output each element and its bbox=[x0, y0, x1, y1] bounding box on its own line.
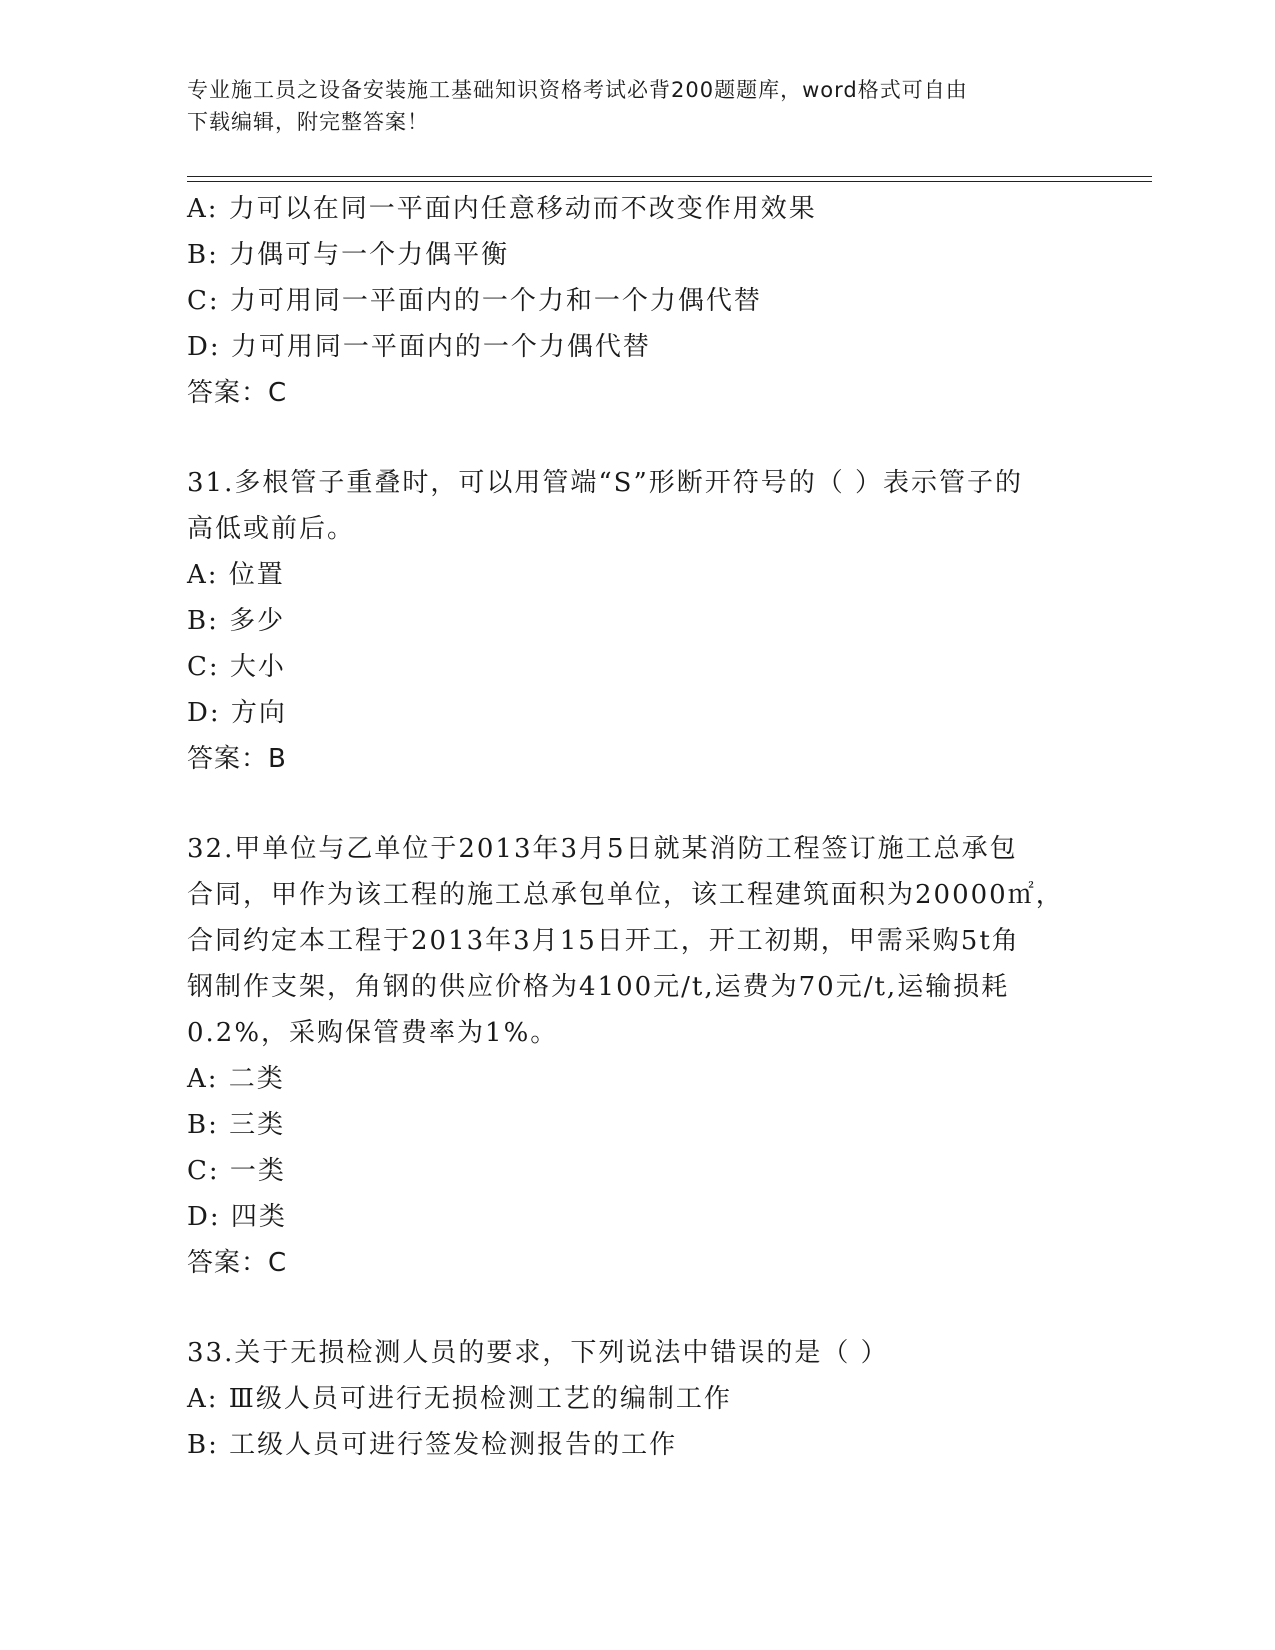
answer: 答案：C bbox=[187, 1248, 288, 1278]
option-d: D: 方向 bbox=[187, 698, 287, 728]
header-line-1: 专业施工员之设备安装施工基础知识资格考试必背200题题库，word格式可自由 bbox=[187, 78, 968, 102]
question-30 bbox=[187, 186, 1087, 416]
question-31 bbox=[187, 460, 1087, 782]
question-text-line: 合同约定本工程于2013年3月15日开工，开工初期，甲需采购5t角 bbox=[187, 926, 1020, 956]
option-c: C: 力可用同一平面内的一个力和一个力偶代替 bbox=[187, 286, 762, 316]
page-header bbox=[187, 74, 1067, 138]
question-text-line: 31.多根管子重叠时，可以用管端“S”形断开符号的（ ）表示管子的 bbox=[187, 468, 1024, 498]
question-32 bbox=[187, 826, 1087, 1286]
option-b: B: 力偶可与一个力偶平衡 bbox=[187, 240, 510, 270]
question-text-line: 钢制作支架，角钢的供应价格为4100元/t,运费为70元/t,运输损耗 bbox=[187, 972, 1010, 1002]
question-text-line: 33.关于无损检测人员的要求，下列说法中错误的是（ ） bbox=[187, 1338, 889, 1368]
question-33 bbox=[187, 1330, 1087, 1468]
question-text-line: 合同，甲作为该工程的施工总承包单位，该工程建筑面积为20000㎡， bbox=[187, 880, 1064, 910]
option-b: B: 工级人员可进行签发检测报告的工作 bbox=[187, 1430, 678, 1460]
option-a: A: 力可以在同一平面内任意移动而不改变作用效果 bbox=[187, 194, 817, 224]
option-d: D: 力可用同一平面内的一个力偶代替 bbox=[187, 332, 651, 362]
answer: 答案：C bbox=[187, 378, 288, 408]
option-b: B: 多少 bbox=[187, 606, 286, 636]
question-list bbox=[187, 186, 1087, 1468]
option-c: C: 大小 bbox=[187, 652, 286, 682]
question-text-line: 32.甲单位与乙单位于2013年3月5日就某消防工程签订施工总承包 bbox=[187, 834, 1018, 864]
header-divider bbox=[187, 176, 1152, 182]
option-a: A: 二类 bbox=[187, 1064, 285, 1094]
option-b: B: 三类 bbox=[187, 1110, 286, 1140]
header-line-2: 下载编辑，附完整答案！ bbox=[187, 110, 429, 134]
question-text-line: 0.2%，采购保管费率为1%。 bbox=[187, 1018, 559, 1048]
answer: 答案：B bbox=[187, 744, 287, 774]
question-text-line: 高低或前后。 bbox=[187, 514, 356, 544]
option-a: A: 位置 bbox=[187, 560, 285, 590]
option-a: A: Ⅲ级人员可进行无损检测工艺的编制工作 bbox=[187, 1384, 732, 1414]
option-d: D: 四类 bbox=[187, 1202, 287, 1232]
option-c: C: 一类 bbox=[187, 1156, 286, 1186]
